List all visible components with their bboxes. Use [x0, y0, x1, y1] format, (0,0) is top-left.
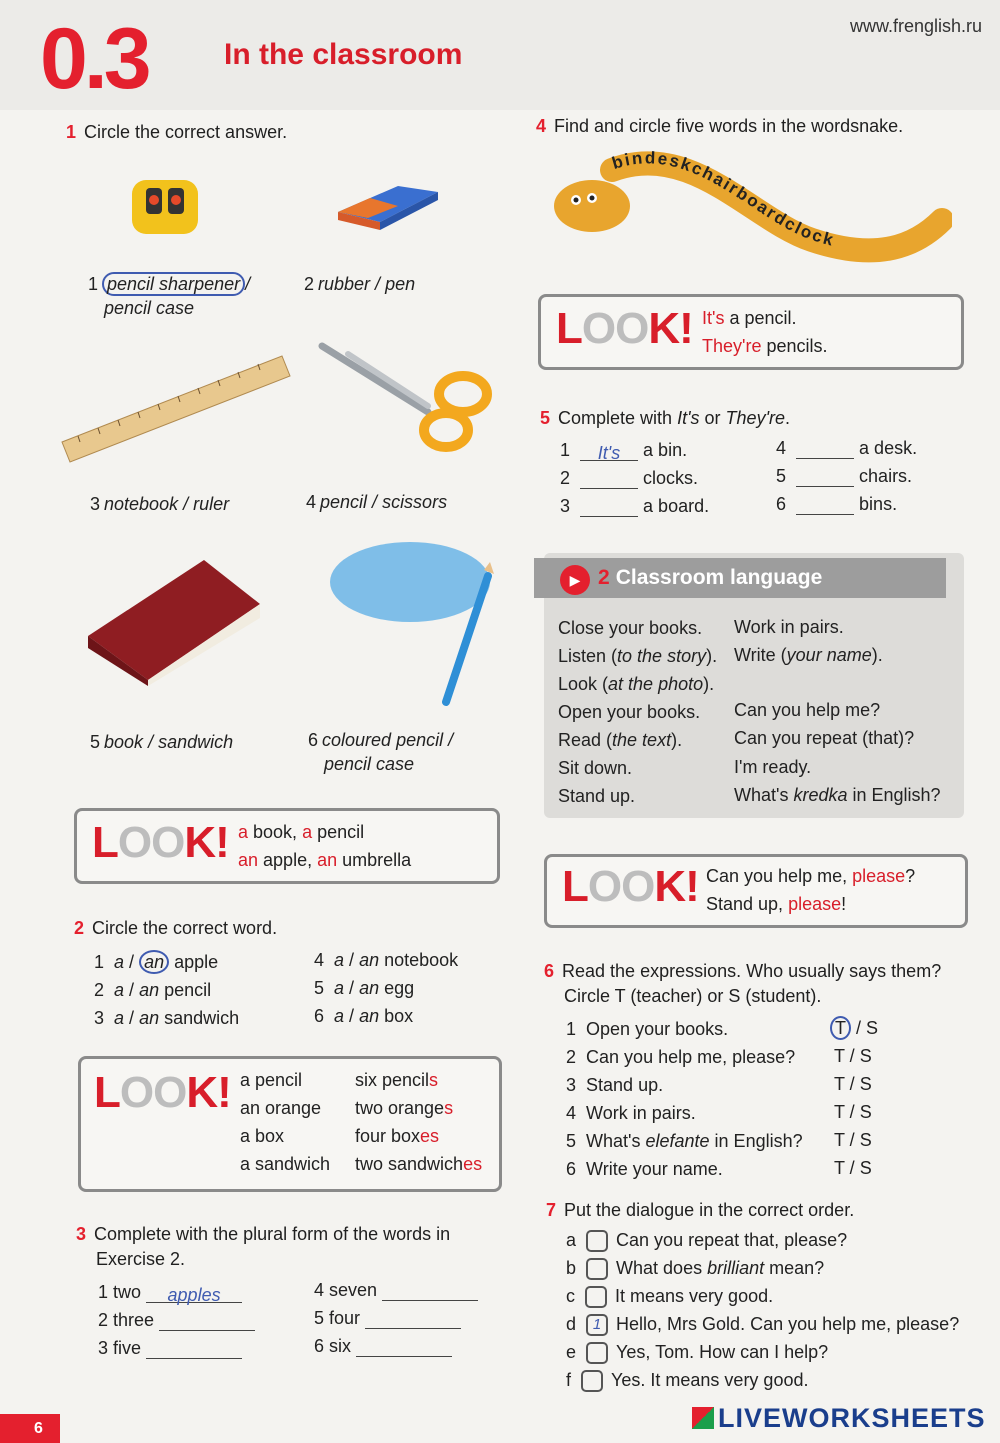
item-number: 1 [88, 274, 99, 294]
cl-left-1: Close your books. [558, 618, 703, 638]
circled-answer: pencil sharpener [102, 272, 245, 296]
item-number: 5 [90, 732, 101, 752]
look-logo: LOOK! [562, 862, 699, 911]
ex3-title: 3 Complete with the plural form of the words in [76, 1224, 451, 1244]
ex2-item-6[interactable]: 6 a / an box [314, 1006, 414, 1026]
cl-left-4: Open your books. [558, 702, 701, 722]
ex6-choice-5[interactable]: T / S [834, 1130, 872, 1150]
answer-blank[interactable] [580, 499, 638, 517]
ex4-number: 4 [536, 116, 547, 136]
ex5-item-6[interactable]: 6 bins. [776, 494, 898, 514]
ex6-item-1: 1 Open your books. [566, 1019, 729, 1039]
scissors-icon [318, 342, 496, 454]
look-logo: LOOK! [556, 304, 693, 353]
ex1-item-5[interactable] [90, 730, 233, 754]
option-t[interactable]: T [834, 1158, 845, 1178]
look2-plural-4: two sandwiches [355, 1154, 483, 1174]
ex2-title [74, 918, 277, 939]
coloured-pencil-icon [318, 526, 498, 708]
ex1-item-2[interactable] [304, 272, 415, 296]
look2-sing-2: an orange [240, 1098, 322, 1118]
option-b: sandwich [158, 732, 234, 752]
separator: / [178, 494, 194, 514]
wordsnake-icon [552, 140, 952, 270]
option-a: pencil [320, 492, 368, 512]
option-b: pen [385, 274, 416, 294]
ex6-title: 6 Read the expressions. Who usually says them? [544, 961, 942, 981]
look4-line-1: Can you help me, please? [706, 866, 916, 886]
pencil-sharpener-icon [128, 170, 208, 242]
ex2-number: 2 [74, 918, 85, 938]
look2-plural-1: six pencils [355, 1070, 439, 1090]
look1-line-1: a book, a pencil [238, 822, 365, 842]
cl-left-7: Stand up. [558, 786, 636, 806]
option-t[interactable]: T [834, 1074, 845, 1094]
cl-left-6: Sit down. [558, 758, 633, 778]
ex6-item-3: 3 Stand up. [566, 1075, 664, 1095]
option-s[interactable]: S [859, 1130, 872, 1150]
option-s[interactable]: S [859, 1102, 872, 1122]
ex5-item-4[interactable]: 4 a desk. [776, 438, 918, 458]
separator: / [245, 274, 251, 294]
ex6-choice-1[interactable]: T / S [830, 1018, 878, 1039]
option-s[interactable]: S [859, 1046, 872, 1066]
ex2-item-4[interactable]: 4 a / an notebook [314, 950, 459, 970]
option-a: book [104, 732, 144, 752]
answer-blank[interactable] [796, 497, 854, 515]
ex7-item-c: c It means very good. [566, 1286, 773, 1308]
option-t[interactable]: T [834, 1102, 845, 1122]
item-number: 2 [304, 274, 315, 294]
ex4-title: 4 Find and circle five words in the wordsnake. [536, 116, 904, 136]
book-icon [84, 556, 264, 686]
cl-right-6: I'm ready. [734, 757, 812, 777]
ex7-item-a: a Can you repeat that, please? [566, 1230, 847, 1252]
unit-title: In the classroom [224, 38, 463, 71]
answer-blank[interactable] [356, 1339, 452, 1357]
classroom-language-title: 2 Classroom language [598, 566, 823, 589]
option-t[interactable]: T [834, 1046, 845, 1066]
ex5-number: 5 [540, 408, 551, 428]
answer-blank[interactable] [146, 1341, 242, 1359]
option-b: ruler [193, 494, 230, 514]
ex1-item-6[interactable] [308, 728, 453, 752]
order-box[interactable] [586, 1230, 608, 1252]
ex3-item-1[interactable]: 1 two apples [98, 1282, 242, 1303]
cl-left-2: Listen (to the story). [558, 646, 718, 666]
separator: / [143, 732, 159, 752]
option-s[interactable]: S [859, 1158, 872, 1178]
ex1-number: 1 [66, 122, 77, 142]
circled-t[interactable]: T [830, 1016, 851, 1040]
wordsnake-letters: bindeskchairboardclock [609, 148, 838, 250]
answer-blank[interactable] [796, 441, 854, 459]
ex5-item-1[interactable]: 1 It's a bin. [560, 440, 688, 463]
item-number: 3 [90, 494, 101, 514]
ex2-item-3[interactable]: 3 a / an sandwich [94, 1008, 240, 1028]
cl-right-2: Write (your name). [734, 645, 883, 665]
ex7-item-d: d 1 Hello, Mrs Gold. Can you help me, please? [566, 1314, 959, 1336]
ex2-item-1[interactable]: 1 a / an apple [94, 952, 219, 972]
look-logo: LOOK! [94, 1068, 231, 1117]
ex3-item-3[interactable]: 3 five [98, 1338, 242, 1359]
ex1-item-1-b[interactable]: pencil case [104, 298, 195, 318]
look2-plural-3: four boxes [355, 1126, 440, 1146]
ex7-number: 7 [546, 1200, 557, 1220]
option-s[interactable]: S [859, 1074, 872, 1094]
item-number: 6 [308, 730, 319, 750]
ex3-title-line2: Exercise 2. [96, 1249, 186, 1269]
ex2-title-text: Circle the correct word. [92, 918, 278, 938]
look4-line-2: Stand up, please! [706, 894, 847, 914]
ex7-item-b: b What does brilliant mean? [566, 1258, 824, 1280]
option-b: scissors [382, 492, 448, 512]
option-t[interactable]: T [834, 1130, 845, 1150]
order-box[interactable]: 1 [586, 1314, 608, 1336]
order-box[interactable] [586, 1258, 608, 1280]
ex2-item-2[interactable]: 2 a / an pencil [94, 980, 212, 1000]
look-logo: LOOK! [92, 818, 229, 867]
ex2-item-5[interactable]: 5 a / an egg [314, 978, 415, 998]
ex3-item-2[interactable]: 2 three [98, 1310, 255, 1331]
ex6-choice-3[interactable]: T / S [834, 1074, 872, 1094]
look2-sing-4: a sandwich [240, 1154, 331, 1174]
ex6-item-2: 2 Can you help me, please? [566, 1047, 796, 1067]
ex1-item-1[interactable] [88, 272, 250, 296]
look2-sing-1: a pencil [240, 1070, 303, 1090]
ex5-item-2[interactable]: 2 clocks. [560, 468, 699, 488]
cl-right-5: Can you repeat (that)? [734, 728, 915, 748]
ex1-item-6-b[interactable]: pencil case [324, 754, 415, 774]
ex5-item-5[interactable]: 5 chairs. [776, 466, 913, 486]
look2-sing-3: a box [240, 1126, 285, 1146]
cl-right-4: Can you help me? [734, 700, 881, 720]
ex1-title [66, 122, 287, 143]
option-a: notebook [104, 494, 179, 514]
ex6-item-4: 4 Work in pairs. [566, 1103, 696, 1123]
liveworksheets-logo[interactable]: LIVEWORKSHEETS [692, 1403, 986, 1434]
look1-line-2: an apple, an umbrella [238, 850, 412, 870]
cl-right-1: Work in pairs. [734, 617, 844, 637]
site-url[interactable]: www.frenglish.ru [850, 16, 983, 36]
look2-plural-2: two oranges [355, 1098, 454, 1118]
liveworksheets-icon [692, 1407, 714, 1429]
speaker-icon[interactable]: ▶ [560, 565, 590, 595]
ex6-choice-4[interactable]: T / S [834, 1102, 872, 1122]
ex1-item-4[interactable] [306, 490, 447, 514]
ex6-choice-6[interactable]: T / S [834, 1158, 872, 1178]
ex7-title: 7 Put the dialogue in the correct order. [546, 1200, 855, 1220]
answer-blank[interactable]: It's [580, 443, 638, 461]
option-s[interactable]: S [866, 1018, 879, 1038]
answer-blank[interactable] [580, 471, 638, 489]
unit-number: 0.3 [40, 11, 148, 107]
cl-right-7: What's kredka in English? [734, 785, 941, 805]
answer-blank[interactable] [365, 1311, 461, 1329]
option-a: coloured pencil / [322, 730, 454, 750]
ex1-title-text: Circle the correct answer. [84, 122, 288, 142]
item-number: 4 [306, 492, 317, 512]
ex3-item-6[interactable]: 6 six [314, 1336, 452, 1357]
page-number: 6 [0, 1414, 60, 1443]
ex5-title: 5 Complete with It's or They're. [540, 408, 791, 428]
ex6-choice-2[interactable]: T / S [834, 1046, 872, 1066]
circled-answer: an [139, 950, 169, 974]
cl-left-3: Look (at the photo). [558, 674, 715, 694]
answer-blank[interactable] [796, 469, 854, 487]
ex6-item-5: 5 What's elefante in English? [566, 1131, 803, 1151]
answer-blank[interactable] [159, 1313, 255, 1331]
ex6-number: 6 [544, 961, 555, 981]
cl-left-5: Read (the text). [558, 730, 683, 750]
order-box[interactable] [585, 1286, 607, 1308]
ex3-item-4[interactable]: 4 seven [314, 1280, 478, 1301]
ex1-item-3[interactable] [90, 492, 229, 516]
ex5-item-3[interactable]: 3 a board. [560, 496, 710, 516]
ex7-item-e: e Yes, Tom. How can I help? [566, 1342, 828, 1364]
order-box[interactable] [586, 1342, 608, 1364]
separator: / [370, 274, 386, 294]
ex3-number: 3 [76, 1224, 87, 1244]
answer-blank[interactable]: apples [146, 1285, 242, 1303]
option-a: rubber [318, 274, 371, 294]
ex3-item-5[interactable]: 5 four [314, 1308, 461, 1329]
ex6-title-line2: Circle T (teacher) or S (student). [564, 986, 822, 1006]
look3-line-1: It's a pencil. [702, 308, 797, 328]
answer-blank[interactable] [382, 1283, 478, 1301]
rubber-icon [328, 172, 448, 234]
ruler-icon [58, 350, 294, 468]
order-box[interactable] [581, 1370, 603, 1392]
separator: / [367, 492, 383, 512]
look3-line-2: They're pencils. [702, 336, 828, 356]
ex7-item-f: f Yes. It means very good. [566, 1370, 808, 1392]
ex6-item-6: 6 Write your name. [566, 1159, 723, 1179]
